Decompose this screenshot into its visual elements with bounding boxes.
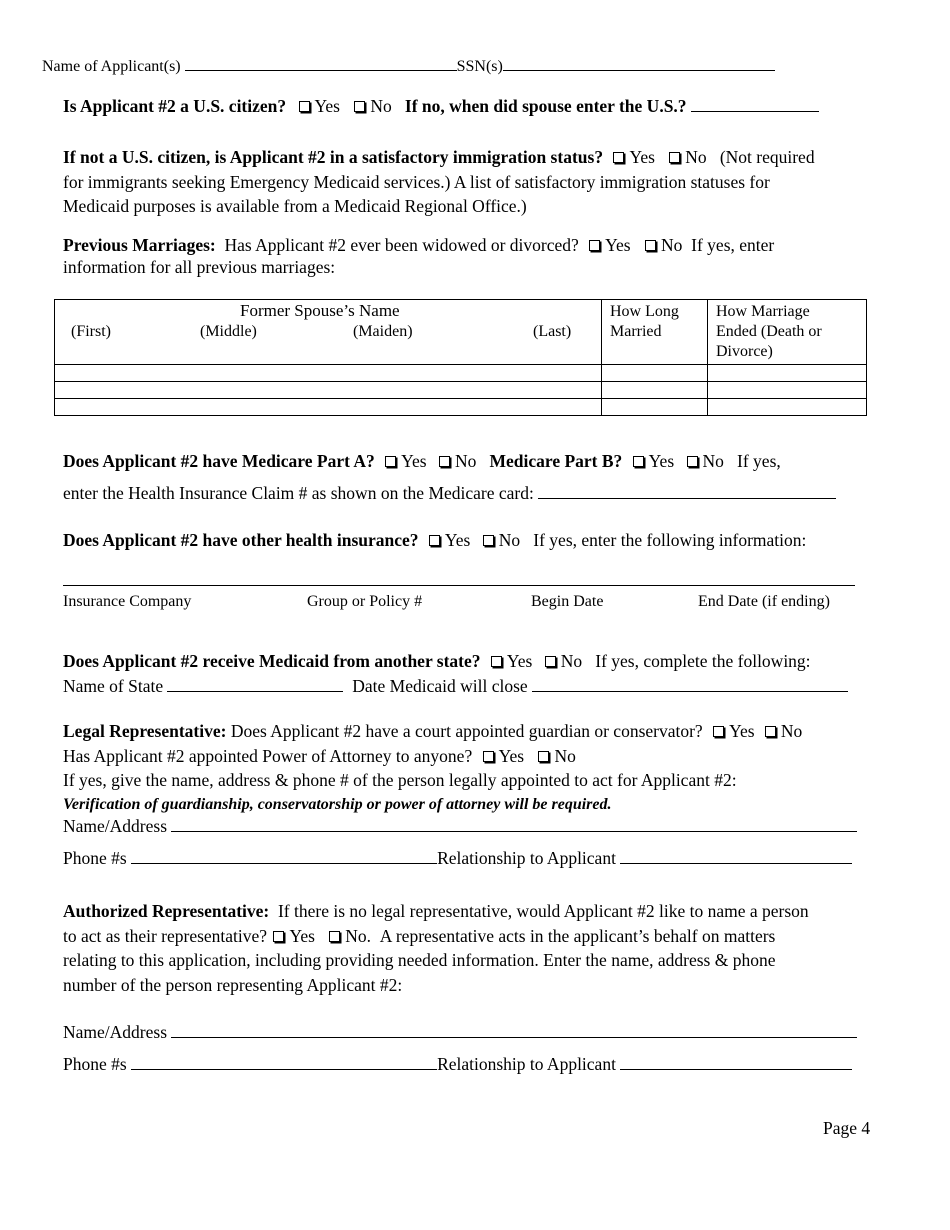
legal-name-address-field[interactable] (171, 817, 857, 832)
citizen-yes-label: Yes (314, 96, 340, 116)
other-state-row (63, 676, 848, 697)
marriages-yes-checkbox[interactable] (589, 240, 600, 251)
citizen-no-label: No (370, 96, 392, 116)
how-ended-cell[interactable] (708, 365, 867, 382)
poa-yes-checkbox[interactable] (483, 751, 494, 762)
poa-question: Has Applicant #2 appointed Power of Attorney to anyone? (63, 745, 473, 766)
medicare-a-no-checkbox[interactable] (439, 456, 450, 467)
marriages-label: Previous Marriages: (63, 235, 216, 255)
medicare-claim-label: enter the Health Insurance Claim # as shown on the Medicare card: (63, 483, 534, 503)
legal-rep-instruction: If yes, give the name, address & phone # of the person legally appointed to act for Applicant #2: (63, 770, 737, 790)
how-long-line2: Married (610, 323, 662, 340)
spouse-name-cell[interactable] (55, 382, 602, 399)
poa-no-checkbox[interactable] (538, 751, 549, 762)
other-state-yes-label: Yes (506, 651, 533, 671)
medicare-a-no-label: No (454, 451, 477, 471)
authorized-rep-section (63, 899, 878, 997)
citizen-section (63, 96, 819, 117)
how-long-cell[interactable] (602, 382, 708, 399)
former-spouse-name-title: Former Spouse’s Name (240, 301, 400, 320)
authorized-rep-question-cont: to act as their representative? (63, 925, 268, 946)
legal-phone-row (63, 848, 852, 869)
poa-no-label: No (554, 745, 576, 766)
how-marriage-ended-header (708, 300, 867, 365)
legal-phone-label: Phone #s (63, 848, 127, 868)
legal-rep-section (63, 719, 878, 817)
how-ended-cell[interactable] (708, 399, 867, 416)
medicare-a-yes-checkbox[interactable] (385, 456, 396, 467)
medicare-instruction: If yes, (737, 451, 781, 471)
authorized-yes-label: Yes (289, 925, 315, 946)
authorized-name-row (63, 1022, 857, 1043)
medicare-b-yes-label: Yes (648, 451, 675, 471)
authorized-name-address-field[interactable] (171, 1023, 857, 1038)
verification-note: Verification of guardianship, conservatorship or power of attorney will be required. (63, 795, 612, 813)
guardian-no-checkbox[interactable] (765, 726, 776, 737)
spouse-name-cell[interactable] (55, 365, 602, 382)
marriages-instruction-line2: information for all previous marriages: (63, 257, 336, 277)
authorized-rep-note-line4: number of the person representing Applicant #2: (63, 974, 403, 995)
insurance-instruction: If yes, enter the following information: (533, 530, 807, 550)
other-state-section (63, 651, 811, 672)
table-header-row (55, 300, 867, 365)
medicare-a-yes-label: Yes (401, 451, 427, 471)
table-row (55, 365, 867, 382)
immigration-note-line3: Medicaid purposes is available from a Medicaid Regional Office.) (63, 196, 527, 216)
guardian-yes-label: Yes (729, 721, 755, 741)
how-long-cell[interactable] (602, 399, 708, 416)
medicare-b-yes-checkbox[interactable] (633, 456, 644, 467)
how-ended-line3: Divorce) (716, 343, 773, 360)
other-state-no-label: No (560, 651, 583, 671)
authorized-rep-note-line3: relating to this application, including providing needed information. Enter the name, address & phone (63, 950, 776, 970)
ssn-label: SSN(s) (456, 58, 503, 75)
immigration-no-label: No (685, 147, 707, 167)
legal-rep-label: Legal Representative: (63, 721, 227, 741)
authorized-rep-note: A representative acts in the applicant’s behalf on matters (379, 925, 776, 946)
citizen-question: Is Applicant #2 a U.S. citizen? (63, 96, 287, 116)
marriages-no-checkbox[interactable] (645, 240, 656, 251)
other-state-yes-checkbox[interactable] (491, 656, 502, 667)
poa-yes-label: Yes (498, 745, 525, 766)
citizen-entry-question: If no, when did spouse enter the U.S.? (404, 96, 687, 116)
medicaid-close-field[interactable] (532, 677, 848, 692)
table-row (55, 382, 867, 399)
authorized-no-label: No. (345, 925, 372, 946)
legal-name-address-label: Name/Address (63, 816, 168, 836)
first-name-header: (First) (71, 323, 111, 340)
us-entry-date-field[interactable] (691, 97, 819, 112)
how-long-married-header (602, 300, 708, 365)
ssn-field[interactable] (503, 56, 775, 71)
end-date-label: End Date (if ending) (698, 593, 830, 610)
applicant-header (42, 56, 775, 76)
guardian-yes-checkbox[interactable] (713, 726, 724, 737)
authorized-rep-label: Authorized Representative: (63, 901, 270, 921)
medicaid-close-label: Date Medicaid will close (352, 676, 528, 696)
how-ended-cell[interactable] (708, 382, 867, 399)
medicare-b-question: Medicare Part B? (489, 451, 623, 471)
former-spouse-table (54, 299, 867, 416)
authorized-phone-field[interactable] (131, 1055, 437, 1070)
former-spouse-name-header (55, 300, 602, 365)
immigration-question: If not a U.S. citizen, is Applicant #2 in a satisfactory immigration status? (63, 147, 604, 167)
guardian-no-label: No (780, 721, 803, 741)
medicare-a-question: Does Applicant #2 have Medicare Part A? (63, 451, 375, 471)
insurance-no-checkbox[interactable] (483, 535, 494, 546)
marriages-instruction: If yes, enter (691, 235, 775, 255)
maiden-name-header: (Maiden) (353, 323, 413, 340)
marriages-section (63, 234, 878, 278)
name-of-applicant-label: Name of Applicant(s) (42, 58, 181, 75)
marriages-no-label: No (661, 235, 683, 255)
insurance-entry-line[interactable] (63, 585, 855, 586)
other-state-question: Does Applicant #2 receive Medicaid from another state? (63, 651, 481, 671)
other-state-instruction: If yes, complete the following: (595, 651, 811, 671)
table-row (55, 399, 867, 416)
medicare-section (63, 451, 781, 472)
legal-phone-field[interactable] (131, 849, 437, 864)
insurance-question: Does Applicant #2 have other health insurance? (63, 530, 419, 550)
immigration-yes-label: Yes (629, 147, 655, 167)
authorized-rep-question: If there is no legal representative, would Applicant #2 like to name a person (277, 901, 809, 921)
authorized-phone-label: Phone #s (63, 1054, 127, 1074)
medicare-claim-field[interactable] (538, 484, 836, 499)
name-of-applicant-field[interactable] (185, 56, 457, 71)
state-name-label: Name of State (63, 676, 164, 696)
insurance-yes-checkbox[interactable] (429, 535, 440, 546)
marriages-question: Has Applicant #2 ever been widowed or divorced? (224, 235, 579, 255)
how-long-line1: How Long (610, 303, 679, 320)
how-ended-line2: Ended (Death or (716, 323, 822, 340)
medicare-b-no-label: No (702, 451, 724, 471)
immigration-yes-checkbox[interactable] (613, 152, 624, 163)
marriages-yes-label: Yes (605, 235, 631, 255)
how-ended-line1: How Marriage (716, 303, 810, 320)
citizen-yes-checkbox[interactable] (299, 101, 310, 112)
immigration-no-checkbox[interactable] (669, 152, 680, 163)
immigration-note-line2: for immigrants seeking Emergency Medicaid services.) A list of satisfactory immigration statuses for (63, 171, 770, 192)
medicare-claim-row (63, 483, 836, 504)
insurance-no-label: No (498, 530, 521, 550)
state-name-field[interactable] (167, 677, 343, 692)
insurance-yes-label: Yes (444, 530, 471, 550)
authorized-yes-checkbox[interactable] (273, 931, 284, 942)
guardian-question: Does Applicant #2 have a court appointed guardian or conservator? (230, 721, 703, 741)
legal-name-row (63, 816, 857, 837)
middle-name-header: (Middle) (200, 323, 257, 340)
authorized-name-address-label: Name/Address (63, 1022, 168, 1042)
immigration-note-start: (Not required (719, 147, 815, 167)
authorized-relationship-field[interactable] (620, 1055, 852, 1070)
begin-date-label: Begin Date (531, 593, 604, 610)
insurance-section (63, 530, 806, 551)
authorized-phone-row (63, 1054, 852, 1075)
last-name-header: (Last) (533, 323, 572, 340)
citizen-no-checkbox[interactable] (354, 101, 365, 112)
spouse-name-cell[interactable] (55, 399, 602, 416)
legal-relationship-field[interactable] (620, 849, 852, 864)
authorized-no-checkbox[interactable] (329, 931, 340, 942)
insurance-company-label: Insurance Company (63, 593, 192, 610)
group-policy-label: Group or Policy # (307, 593, 423, 610)
how-long-cell[interactable] (602, 365, 708, 382)
medicare-b-no-checkbox[interactable] (687, 456, 698, 467)
authorized-relationship-label: Relationship to Applicant (437, 1054, 616, 1074)
other-state-no-checkbox[interactable] (545, 656, 556, 667)
immigration-section (63, 145, 878, 219)
page-number: Page 4 (823, 1118, 871, 1138)
legal-relationship-label: Relationship to Applicant (437, 848, 616, 868)
